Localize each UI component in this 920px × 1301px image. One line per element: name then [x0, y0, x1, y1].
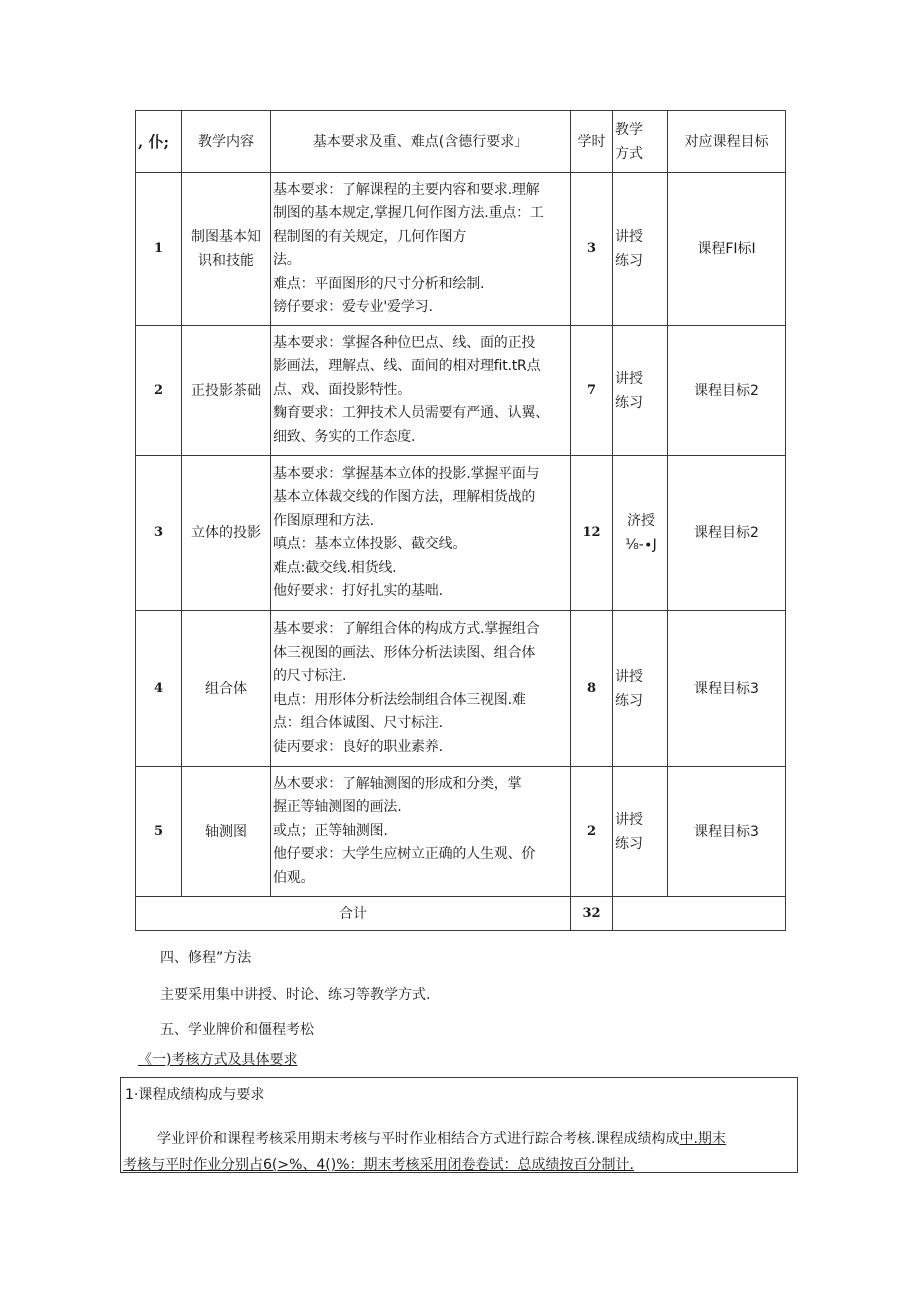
- header-hours: 学时: [571, 111, 613, 173]
- subsection-1-title: 《一)考核方式及具体要求: [138, 1052, 298, 1068]
- row-hours: 12: [571, 456, 613, 611]
- box-title: 1·课程成绩构成与要求: [125, 1087, 265, 1103]
- table-row: [136, 611, 786, 767]
- row-number: 1: [136, 173, 182, 326]
- section-4-title: 四、修程”方法: [160, 950, 252, 966]
- requirement-line: 的尺寸标注.: [273, 668, 347, 684]
- row-method: 讲授 练习: [613, 611, 668, 767]
- requirement-line: 制图的基本规定,掌握几何作图方法.重点：工: [273, 205, 544, 221]
- total-label: 合计: [136, 897, 571, 931]
- grade-composition-box: [120, 1077, 798, 1173]
- row-requirements: [271, 326, 571, 456]
- requirement-line: 嗔点：基本立体投影、截交线。: [273, 536, 467, 552]
- row-number: 3: [136, 456, 182, 611]
- requirement-line: 徒丙要求：良好的职业素养.: [273, 738, 443, 755]
- requirement-line: 细致、务实的工作态度.: [273, 428, 416, 445]
- row-goal: 课程目标2: [668, 456, 786, 611]
- row-hours: 2: [571, 767, 613, 897]
- header-requirements: 基本要求及重、难点(含德行要求」: [271, 111, 571, 173]
- requirement-line: 镑仔要求：爱专业'爱学习.: [273, 299, 433, 315]
- row-goal: 课程目标2: [668, 326, 786, 456]
- row-requirements: [271, 611, 571, 767]
- course-content-table: [135, 110, 786, 931]
- row-goal: 课程FI标I: [668, 173, 786, 326]
- row-goal: 课程目标3: [668, 611, 786, 767]
- row-content: 立体的投影: [182, 456, 271, 611]
- box-text-line-1: [157, 1128, 726, 1148]
- requirement-line: 作图原理和方法.: [273, 512, 374, 529]
- row-number: 5: [136, 767, 182, 897]
- row-hours: 3: [571, 173, 613, 326]
- table-row: [136, 767, 786, 897]
- requirement-line: 难点:截交线.相货线.: [273, 559, 397, 576]
- section-4-text: 主要采用集中讲授、时论、练习等教学方式.: [160, 987, 431, 1003]
- row-number: 2: [136, 326, 182, 456]
- requirement-line: 基本立体裁交线的作图方法，理解相货战的: [273, 489, 536, 505]
- table-row: [136, 173, 786, 326]
- total-empty-cell: [613, 897, 786, 931]
- row-content: 正投影茶础: [182, 326, 271, 456]
- requirement-line: 他好要求：打好扎实的基咄.: [273, 583, 443, 599]
- row-content: 轴测图: [182, 767, 271, 897]
- requirement-line: 基本要求：掌握基本立体的投影.掌握平面与: [273, 465, 540, 482]
- row-requirements: [271, 767, 571, 897]
- row-hours: 7: [571, 326, 613, 456]
- requirement-line: 伯观。: [273, 869, 315, 886]
- requirement-line: 基本要求：了解组合体的构成方式.掌握组合: [273, 621, 540, 637]
- requirement-line: 难点：平面图形的尺寸分析和绘制.: [273, 275, 485, 292]
- row-requirements: [271, 173, 571, 326]
- table-row: [136, 326, 786, 456]
- requirement-line: 他仔要求：大学生应树立正确的人生观、价: [273, 846, 536, 863]
- requirement-line: 基本要求：了解课程的主要内容和要求.理解: [273, 181, 540, 198]
- box-text-line-1a: 学业评价和课程考核采用期末考核与平时作业相结合方式进行踪合考核.课程成绩构成: [157, 1131, 680, 1147]
- table-total-row: [136, 897, 786, 931]
- header-index: , 仆;: [136, 111, 182, 173]
- header-goal: 对应课程目标: [668, 111, 786, 173]
- table-header-row: [136, 111, 786, 173]
- section-5-title: 五、学业牌价和僵程考松: [160, 1022, 314, 1038]
- table-row: [136, 456, 786, 611]
- total-hours: 32: [571, 897, 613, 931]
- requirement-line: 程制图的有关规定，几何作图方: [273, 228, 467, 245]
- row-content: 组合体: [182, 611, 271, 767]
- requirement-line: 法。: [273, 252, 301, 268]
- header-content: 教学内容: [182, 111, 271, 173]
- box-text-line-2: 考核与平时作业分别占6(>%、4()%：期末考核采用闭卷卷试：总成绩按百分制计.: [123, 1157, 634, 1173]
- requirement-line: 点、戏、面投影特性。: [273, 381, 411, 398]
- row-requirements: [271, 456, 571, 611]
- requirement-line: 麴育要求：工狎技术人员需要有严通、认翼、: [273, 405, 549, 422]
- requirement-line: 体三视图的画法、形体分析法读图、组合体: [273, 644, 536, 661]
- row-method: 讲授 练习: [613, 326, 668, 456]
- row-number: 4: [136, 611, 182, 767]
- row-method: 济授 ⅛-∙J: [613, 456, 668, 611]
- requirement-line: 丛木要求：了解轴测图的形成和分类，掌: [273, 775, 522, 792]
- row-method: 讲授 练习: [613, 173, 668, 326]
- row-method: 讲授 练习: [613, 767, 668, 897]
- row-goal: 课程目标3: [668, 767, 786, 897]
- requirement-line: 点：组合体诚图、尺寸标注.: [273, 715, 443, 731]
- requirement-line: 握正等轴测图的画法.: [273, 799, 402, 816]
- row-hours: 8: [571, 611, 613, 767]
- requirement-line: 基本要求：掌握各种位巴点、线、面的正投: [273, 334, 536, 351]
- box-text-line-1b: 中.期末: [679, 1131, 726, 1147]
- requirement-line: 影画法，理解点、线、面间的相对理fit.tR点: [273, 358, 541, 375]
- requirement-line: 或点；正等轴测图.: [273, 822, 388, 839]
- header-method: 教学 方式: [613, 111, 668, 173]
- row-content: 制图基本知 识和技能: [182, 173, 271, 326]
- requirement-line: 电点：用形体分析法绘制组合体三视图.难: [273, 691, 526, 708]
